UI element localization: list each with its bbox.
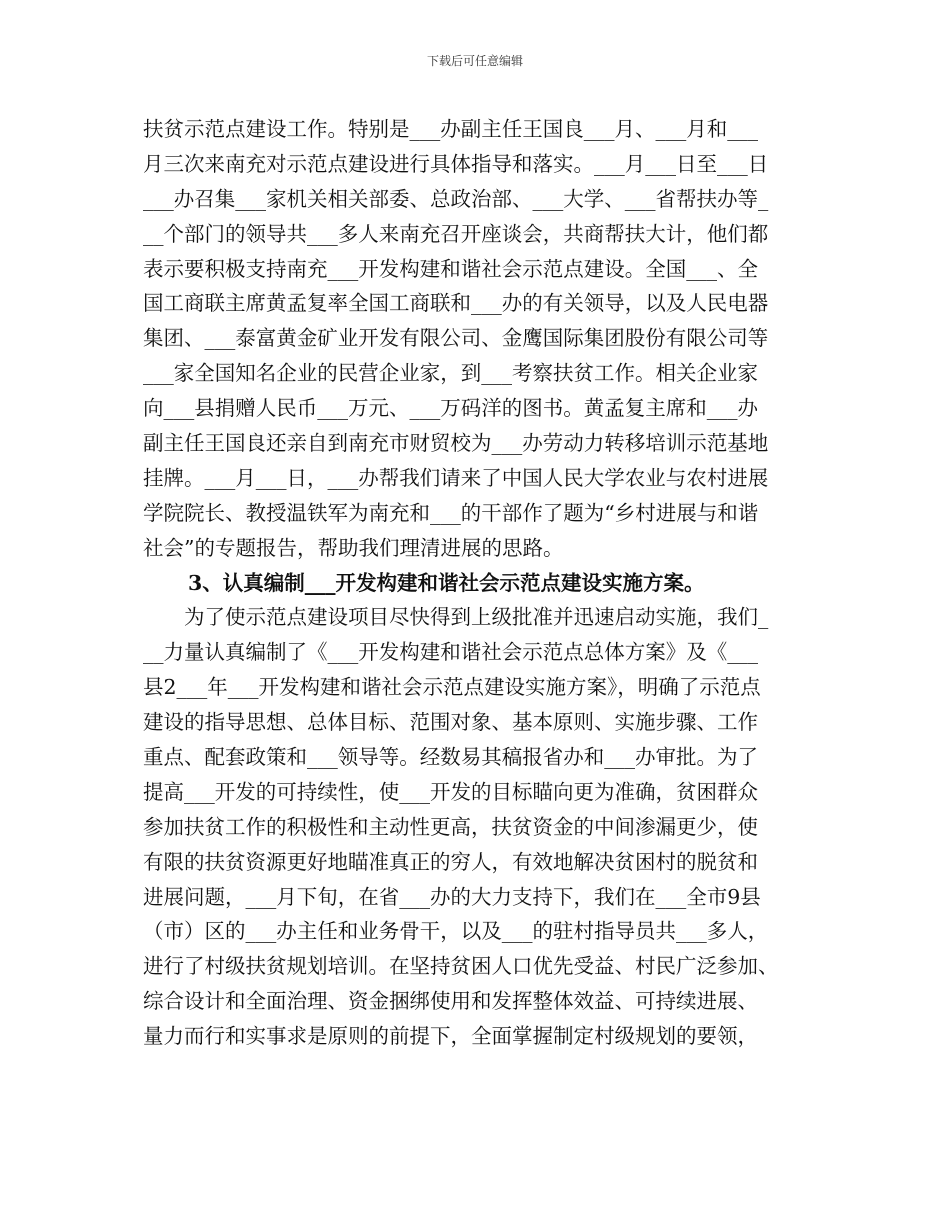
paragraph-line: 县2___年___开发构建和谐社会示范点建设实施方案》，明确了示范点 <box>143 675 761 700</box>
paragraph-line: 副主任王国良还亲自到南充市财贸校为___办劳动力转移培训示范基地 <box>143 431 769 456</box>
paragraph-line: 重点、配套政策和___领导等。经数易其稿报省办和___办审批。为了 <box>143 745 758 770</box>
paragraph-line: 建设的指导思想、总体目标、范围对象、基本原则、实施步骤、工作 <box>143 710 758 735</box>
paragraph-line: 挂牌。___月___日，___办帮我们请来了中国人民大学农业与农村进展 <box>143 465 769 490</box>
paragraph-line: 为了使示范点建设项目尽快得到上级批准并迅速启动实施，我们_ <box>143 605 769 630</box>
paragraph-line: 进展问题，___月下旬，在省___办的大力支持下，我们在___全市9县 <box>143 884 761 909</box>
paragraph-line: __力量认真编制了《___开发构建和谐社会示范点总体方案》及《___ <box>143 640 758 665</box>
paragraph-line: 社会”的专题报告，帮助我们理清进展的思路。 <box>143 535 564 560</box>
paragraph-line: 参加扶贫工作的积极性和主动性更高，扶贫资金的中间渗漏更少，使 <box>143 814 758 839</box>
paragraph-line: （市）区的___办主任和业务骨干，以及___的驻村指导员共___多人， <box>143 919 769 944</box>
paragraph-line: 集团、___泰富黄金矿业开发有限公司、金鹰国际集团股份有限公司等 <box>143 326 769 351</box>
paragraph-line: 进行了村级扶贫规划培训。在坚持贫困人口优先受益、村民广泛参加、 <box>143 954 779 979</box>
paragraph-line: 有限的扶贫资源更好地瞄准真正的穷人，有效地解决贫困村的脱贫和 <box>143 849 758 874</box>
paragraph-line: 提高___开发的可持续性，使___开发的目标瞄向更为准确，贫困群众 <box>143 779 758 804</box>
paragraph-line: 向___县捐赠人民币___万元、___万码洋的图书。黄孟复主席和___办 <box>143 396 758 421</box>
paragraph-line: 量力而行和实事求是原则的前提下，全面掌握制定村级规划的要领， <box>143 1024 758 1049</box>
paragraph-line: ___家全国知名企业的民营企业家，到___考察扶贫工作。相关企业家 <box>143 361 758 386</box>
paragraph-line: 国工商联主席黄孟复率全国工商联和___办的有关领导，以及人民电器 <box>143 291 769 316</box>
paragraph-line: 综合设计和全面治理、资金捆绑使用和发挥整体效益、可持续进展、 <box>143 989 758 1014</box>
page-header: 下载后可任意编辑 <box>426 54 523 68</box>
paragraph-line: 扶贫示范点建设工作。特别是___办副主任王国良___月、___月和___ <box>143 117 758 141</box>
paragraph-line: 月三次来南充对示范点建设进行具体指导和落实。___月___日至___日 <box>143 151 769 176</box>
paragraph-line: 学院院长、教授温铁军为南充和___的干部作了题为“乡村进展与和谐 <box>143 500 759 525</box>
paragraph-line: ___办召集___家机关相关部委、总政治部、___大学、___省帮扶办等_ <box>143 186 769 211</box>
paragraph-line: __个部门的领导共___多人来南充召开座谈会，共商帮扶大计，他们都 <box>143 221 769 246</box>
section-heading: 3、认真编制___开发构建和谐社会示范点建设实施方案。 <box>188 570 705 595</box>
paragraph-line: 表示要积极支持南充___开发构建和谐社会示范点建设。全国___、全 <box>143 256 758 281</box>
document-body <box>143 112 823 1054</box>
